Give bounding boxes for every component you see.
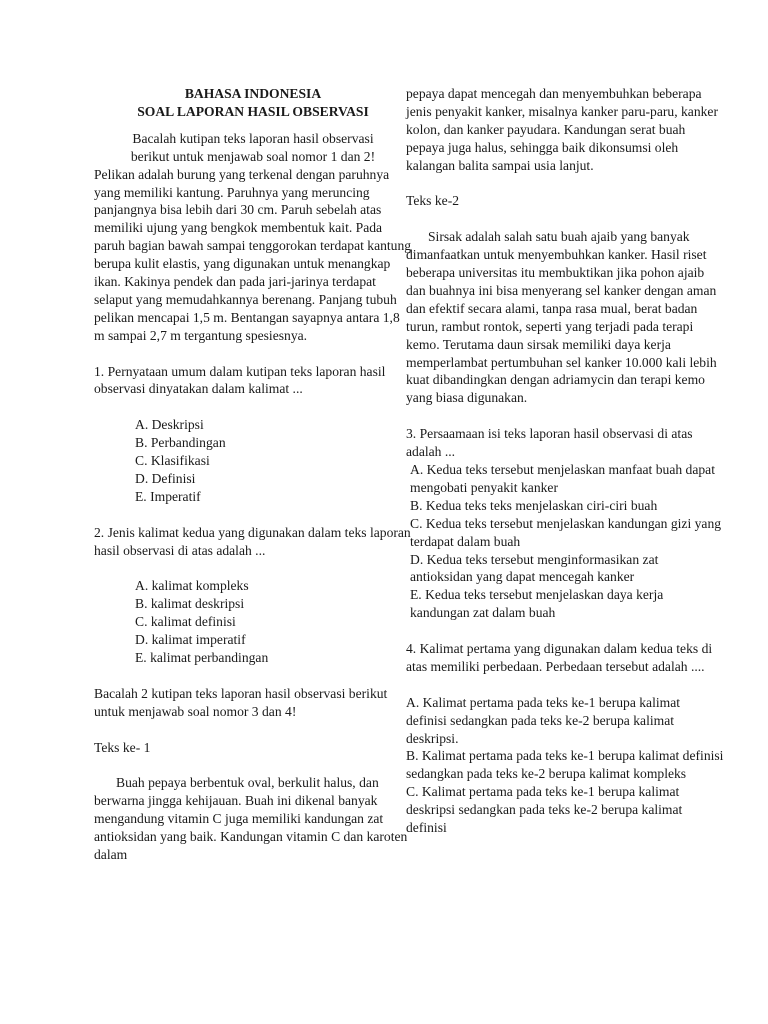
instruction-line-1: Bacalah kutipan teks laporan hasil observasi: [132, 130, 374, 146]
option: C. kalimat definisi: [135, 614, 236, 630]
pelikan-passage: Pelikan adalah burung yang terkenal dengan paruhnya yang memiliki kantung. Paruhnya yang meruncing panjangnya bisa lebih dari 30 cm. Paruh sebelah atas memiliki ujung yang bengkok membentuk kait. Pada paruh bagian bawah sampai tenggorokan terdapat kantung berupa kulit elastis, yang digunakan untuk menangkap ikan. Kakinya pendek dan pada jari-jarinya terdapat selaput yang memudahkannya berenang. Panjang tubuh pelikan mencapai 1,5 m. Bentangan sayapnya antara 1,8 m sampai 2,7 m tergantung spesiesnya.: [94, 166, 412, 343]
question-1-options: [94, 416, 412, 506]
option: E. kalimat perbandingan: [135, 650, 269, 666]
option: D. Definisi: [135, 471, 196, 486]
text-1-passage-start: Buah pepaya berbentuk oval, berkulit halus, dan berwarna jingga kehijauan. Buah ini dikenal banyak mengandung vitamin C juga memiliki kandungan zat antioksidan yang baik. Kandungan vitamin C dan karoten dalam: [94, 775, 408, 862]
option: C. Kedua teks tersebut menjelaskan kandungan gizi yang terdapat dalam buah: [410, 515, 722, 549]
option: D. kalimat imperatif: [135, 632, 246, 648]
question-2: 2. Jenis kalimat kedua yang digunakan dalam teks laporan hasil observasi di atas adalah ...: [94, 524, 411, 558]
left-column: [94, 85, 412, 864]
text-1-passage-continued: pepaya dapat mencegah dan menyembuhkan beberapa jenis penyakit kanker, misalnya kanker paru-paru, kanker kolon, dan kanker payudara. Kandungan serat buah pepaya juga halus, sehingga baik dikonsumsi oleh kalangan balita sampai usia lanjut.: [406, 86, 718, 173]
option: A. Deskripsi: [135, 417, 204, 433]
question-3-options: [406, 461, 724, 622]
question-4-options: [406, 694, 724, 837]
instruction-line-2: berikut untuk menjawab soal nomor 1 dan 2!: [130, 148, 376, 164]
question-2-options: [94, 577, 412, 667]
option: B. kalimat deskripsi: [135, 596, 245, 612]
option: C. Klasifikasi: [135, 453, 210, 469]
option: C. Kalimat pertama pada teks ke-1 berupa kalimat deskripsi sedangkan pada teks ke-2 berupa kalimat definisi: [406, 784, 683, 836]
question-3: 3. Persaamaan isi teks laporan hasil observasi di atas adalah ...: [406, 426, 693, 460]
option: E. Imperatif: [135, 488, 201, 504]
worksheet-title: SOAL LAPORAN HASIL OBSERVASI: [137, 103, 369, 119]
instruction-2: Bacalah 2 kutipan teks laporan hasil observasi berikut untuk menjawab soal nomor 3 dan 4!: [94, 685, 388, 719]
text-2-passage: Sirsak adalah salah satu buah ajaib yang banyak dimanfaatkan untuk menyembuhkan kanker. Hasil riset beberapa universitas itu membuktikan jika pohon ajaib dan buahnya ini bisa menyerang sel kanker dengan aman dan efektif secara alami, tanpa rasa mual, berat badan turun, rambut rontok, seperti yang terjadi pada terapi kemo. Terutama daun sirsak memiliki daya kerja memperlambat pertumbuhan sel kanker 10.000 kali lebih kuat dibandingkan dengan adriamycin dan terapi kemo yang biasa digunakan.: [406, 229, 717, 406]
option: B. Kedua teks teks menjelaskan ciri-ciri buah: [410, 497, 658, 513]
option: D. Kedua teks tersebut menginformasikan zat antioksidan yang dapat mencegah kanker: [410, 551, 659, 585]
question-1: 1. Pernyataan umum dalam kutipan teks laporan hasil observasi dinyatakan dalam kalimat ...: [94, 363, 386, 397]
right-column: [406, 85, 724, 837]
text-1-label: Teks ke- 1: [94, 739, 151, 755]
option: E. Kedua teks tersebut menjelaskan daya kerja kandungan zat dalam buah: [410, 587, 664, 621]
option: B. Kalimat pertama pada teks ke-1 berupa kalimat definisi sedangkan pada teks ke-2 berupa kalimat kompleks: [406, 748, 724, 782]
option: A. Kalimat pertama pada teks ke-1 berupa kalimat definisi sedangkan pada teks ke-2 berupa kalimat deskripsi.: [406, 694, 681, 746]
option: A. kalimat kompleks: [135, 578, 249, 594]
text-2-label: Teks ke-2: [406, 193, 460, 209]
subject-title: BAHASA INDONESIA: [184, 86, 322, 101]
option: B. Perbandingan: [135, 435, 226, 451]
option: A. Kedua teks tersebut menjelaskan manfaat buah dapat mengobati penyakit kanker: [410, 461, 715, 495]
question-4: 4. Kalimat pertama yang digunakan dalam kedua teks di atas memiliki perbedaan. Perbedaan tersebut adalah ....: [406, 641, 713, 674]
